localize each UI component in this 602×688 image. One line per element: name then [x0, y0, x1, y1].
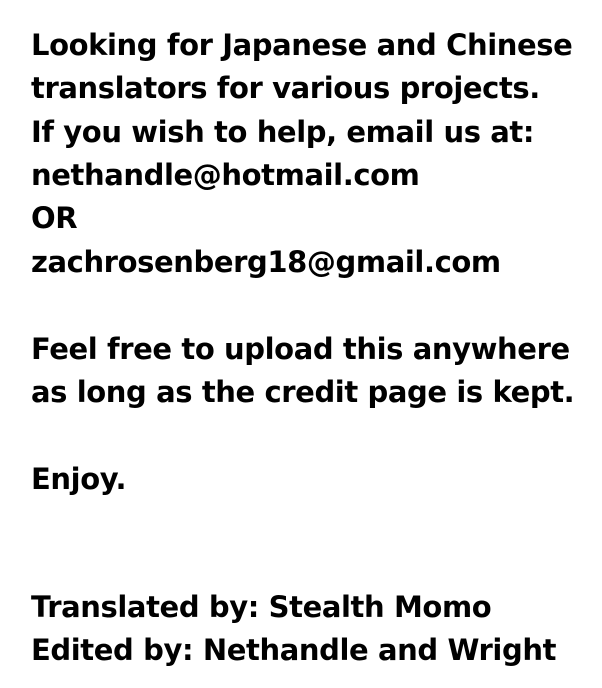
editor-credit: Edited by: Nethandle and Wright — [31, 633, 557, 667]
recruitment-line-2: translators for various projects. — [31, 71, 540, 105]
translator-credit: Translated by: Stealth Momo — [31, 590, 492, 624]
contact-email-secondary: zachrosenberg18@gmail.com — [31, 245, 501, 279]
enjoy-text: Enjoy. — [31, 462, 127, 496]
upload-permission-line-2: as long as the credit page is kept. — [31, 375, 575, 409]
or-separator: OR — [31, 201, 78, 235]
recruitment-line-1: Looking for Japanese and Chinese — [31, 28, 573, 62]
upload-permission-line-1: Feel free to upload this anywhere — [31, 332, 570, 366]
contact-email-primary: nethandle@hotmail.com — [31, 158, 420, 192]
recruitment-line-3: If you wish to help, email us at: — [31, 115, 535, 149]
